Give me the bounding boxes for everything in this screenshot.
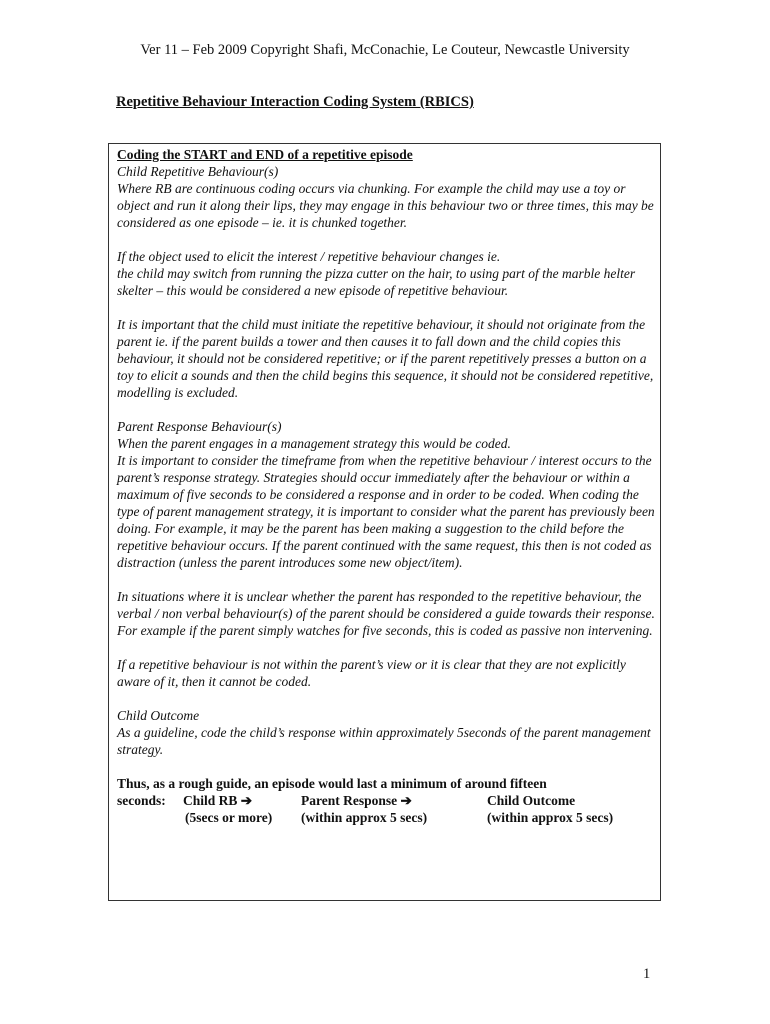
rough-guide [117, 775, 657, 826]
page-header: Ver 11 – Feb 2009 Copyright Shafi, McConachie, Le Couteur, Newcastle University [140, 42, 630, 58]
parent-paragraph-1: It is important to consider the timeframe from when the repetitive behaviour / interest occurs to the parent’s response strategy. Strategies should occur immediately after the behaviour or within a maximum of five seconds to be considered a response and in order to be coded. When coding the type of parent management strategy, it is important to consider what the parent has previously been doing. For example, it may be the parent has been making a suggestion to the child before the repetitive behaviour occurs. If the parent continued with the same request, this then is not coded as distraction (unless the parent introduces some new object/item). [117, 453, 655, 570]
parent-heading: Parent Response Behaviour(s) [117, 419, 282, 434]
child-rb-paragraph-3: It is important that the child must initiate the repetitive behaviour, it should not originate from the parent ie. if the parent builds a tower and then causes it to fall down and the child copies this behaviour, it should not be considered repetitive; or if the parent repetitively presses a button on a toy to elicit a sounds and then the child begins this sequence, it should not be considered repetitive, modelling is excluded. [117, 317, 654, 400]
child-rb-heading: Child Repetitive Behaviour(s) [117, 164, 279, 179]
page-number: 1 [643, 966, 651, 982]
guide-child-outcome: Child Outcome [487, 793, 576, 808]
guide-parent-response: Parent Response ➔ [301, 793, 412, 808]
child-outcome-heading: Child Outcome [117, 708, 200, 723]
guide-outcome-time: (within approx 5 secs) [487, 810, 614, 825]
box-content [117, 146, 657, 826]
child-rb-paragraph-2 [117, 248, 657, 299]
child-rb-paragraph-2-line-2: the child may switch from running the pizza cutter on the hair, to using part of the marble helter skelter – this would be considered a new episode of repetitive behaviour. [117, 266, 636, 298]
rough-guide-row-2 [117, 809, 657, 826]
parent-paragraph-2: In situations where it is unclear whether the parent has responded to the repetitive behaviour, the verbal / non verbal behaviour(s) of the parent should be considered a guide towards their response. For example if the parent simply watches for five seconds, this is coded as passive non intervening. [117, 589, 655, 638]
rough-guide-line-1: Thus, as a rough guide, an episode would last a minimum of around fifteen [117, 776, 547, 791]
parent-line-1: When the parent engages in a management strategy this would be coded. [117, 436, 511, 451]
child-rb-paragraph-2-line-1: If the object used to elicit the interest / repetitive behaviour changes ie. [117, 249, 501, 264]
child-outcome-paragraph: As a guideline, code the child’s response within approximately 5seconds of the parent management strategy. [117, 725, 651, 757]
section-title: Coding the START and END of a repetitive episode [117, 147, 413, 162]
guide-spacer [117, 809, 183, 826]
guide-child-rb-time: (5secs or more) [185, 810, 273, 825]
rough-guide-row-1 [117, 792, 657, 809]
document-title: Repetitive Behaviour Interaction Coding System (RBICS) [116, 94, 474, 110]
guide-child-rb: Child RB ➔ [183, 793, 253, 808]
seconds-label: seconds: [117, 793, 166, 808]
child-rb-paragraph-1: Where RB are continuous coding occurs via chunking. For example the child may use a toy or object and run it along their lips, they may engage in this behaviour two or three times, this may be considered as one episode – ie. it is chunked together. [117, 181, 654, 230]
parent-paragraph-3: If a repetitive behaviour is not within the parent’s view or it is clear that they are not explicitly aware of it, then it cannot be coded. [117, 657, 626, 689]
guide-parent-time: (within approx 5 secs) [301, 810, 428, 825]
